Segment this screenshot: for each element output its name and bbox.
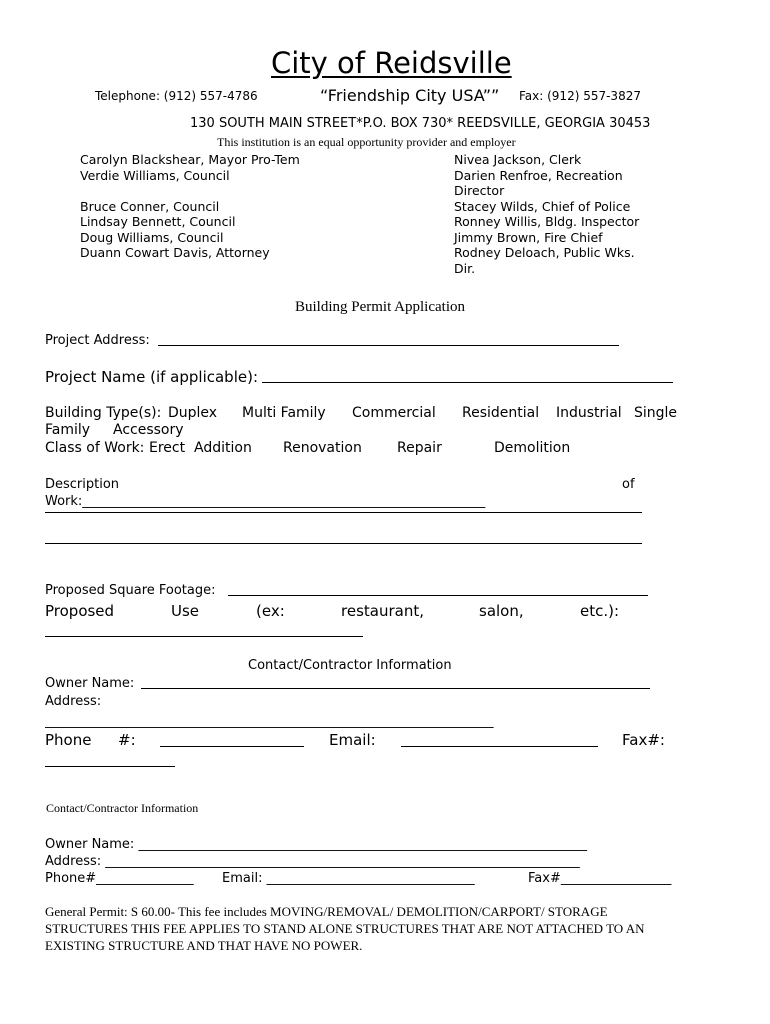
project-name-label: Project Name (if applicable): (45, 368, 259, 386)
proposed-use-word: etc.): (580, 602, 620, 620)
class-renovation[interactable]: Renovation (283, 440, 362, 456)
address-label: Address: (45, 694, 102, 709)
form-heading: Building Permit Application (295, 299, 465, 315)
building-type-industrial[interactable]: Industrial (556, 405, 622, 421)
description-field-line-1[interactable] (45, 512, 642, 513)
proposed-use-field[interactable] (45, 636, 363, 637)
building-type-residential[interactable]: Residential (462, 405, 540, 421)
square-footage-label: Proposed Square Footage: (45, 583, 216, 598)
address-field[interactable]: _____________________________________________________________________ (45, 714, 494, 729)
description-label: Description (45, 477, 120, 492)
project-address-field[interactable] (158, 345, 619, 346)
email-label: Email: (329, 731, 376, 749)
building-type-commercial[interactable]: Commercial (352, 405, 436, 421)
owner-name-label: Owner Name: (45, 676, 135, 691)
phone-hash: #: (118, 731, 136, 749)
building-type-single[interactable]: Single (634, 405, 678, 421)
official-spacer (80, 183, 300, 199)
class-demolition[interactable]: Demolition (494, 440, 571, 456)
official: Doug Williams, Council (80, 229, 224, 245)
official: Darien Renfroe, Recreation (454, 167, 623, 183)
class-addition[interactable]: Addition (194, 440, 252, 456)
telephone: Telephone: (912) 557-4786 (95, 89, 258, 103)
owner-name-field[interactable] (141, 688, 650, 689)
official: Lindsay Bennett, Council (80, 214, 236, 229)
general-permit-line: General Permit: S 60.00- This fee includes MOVING/REMOVAL/ DEMOLITION/CARPORT/ STORAGE (45, 904, 608, 919)
official: Nivea Jackson, Clerk (454, 152, 582, 167)
building-type-multi-family[interactable]: Multi Family (242, 405, 326, 421)
class-of-work-label: Class of Work: (45, 440, 145, 456)
owner-name-field-2[interactable]: Owner Name: _____________________________________________________________________ (45, 837, 587, 852)
class-erect[interactable]: Erect (149, 440, 186, 456)
motto: “Friendship City USA”” (320, 86, 500, 105)
description-field-line-2[interactable] (45, 543, 642, 544)
general-permit-line: STRUCTURES THIS FEE APPLIES TO STAND ALONE STRUCTURES THAT ARE NOT ATTACHED TO AN (45, 921, 645, 936)
official: Rodney Deloach, Public Wks. (454, 245, 635, 260)
official: Director (454, 183, 505, 198)
phone-field-2[interactable]: Phone#_______________ (45, 871, 194, 886)
fax-label: Fax#: (622, 731, 665, 749)
phone-field[interactable] (160, 746, 304, 747)
building-type-accessory[interactable]: Accessory (113, 422, 184, 438)
official: Bruce Conner, Council (80, 198, 220, 214)
officials-left (80, 152, 300, 261)
fax: Fax: (912) 557-3827 (519, 89, 641, 103)
class-repair[interactable]: Repair (397, 440, 442, 456)
phone-label: Phone (45, 731, 92, 749)
proposed-use-word: Use (171, 602, 200, 620)
contact-heading-2: Contact/Contractor Information (46, 801, 199, 815)
official: Carolyn Blackshear, Mayor Pro-Tem (80, 152, 300, 167)
address-field-2[interactable]: Address: _________________________________________________________________________ (45, 854, 580, 869)
page-title: City of Reidsville (271, 46, 512, 80)
official: Ronney Willis, Bldg. Inspector (454, 214, 640, 229)
street-address: 130 SOUTH MAIN STREET*P.O. BOX 730* REEDSVILLE, GEORGIA 30453 (190, 116, 651, 131)
proposed-use-word: restaurant, (341, 602, 424, 620)
official: Jimmy Brown, Fire Chief (454, 229, 603, 245)
proposed-use-word: salon, (479, 602, 524, 620)
building-type-family[interactable]: Family (45, 422, 91, 438)
fax-field-2[interactable]: Fax#_________________ (528, 871, 672, 886)
official: Duann Cowart Davis, Attorney (80, 245, 270, 260)
square-footage-field[interactable] (228, 595, 648, 596)
equal-opportunity-notice: This institution is an equal opportunity provider and employer (217, 135, 516, 149)
proposed-use-word: (ex: (256, 602, 285, 620)
building-types-label: Building Type(s): (45, 405, 162, 421)
description-work-label: Work:______________________________________________________________ (45, 494, 486, 509)
official: Dir. (454, 260, 476, 276)
project-address-label: Project Address: (45, 333, 150, 348)
general-permit-line: EXISTING STRUCTURE AND THAT HAVE NO POWER. (45, 938, 363, 953)
description-label-of: of (622, 477, 635, 492)
official: Verdie Williams, Council (80, 167, 230, 183)
building-type-duplex[interactable]: Duplex (168, 405, 218, 421)
email-field[interactable] (401, 746, 598, 747)
email-field-2[interactable]: Email: ________________________________ (222, 871, 475, 886)
official: Stacey Wilds, Chief of Police (454, 198, 631, 214)
proposed-use-word: Proposed (45, 602, 115, 620)
general-permit-note (45, 903, 645, 954)
officials-right (454, 152, 639, 276)
contact-heading-1: Contact/Contractor Information (248, 658, 452, 673)
project-name-field[interactable] (262, 382, 673, 383)
fax-field[interactable] (45, 766, 175, 767)
